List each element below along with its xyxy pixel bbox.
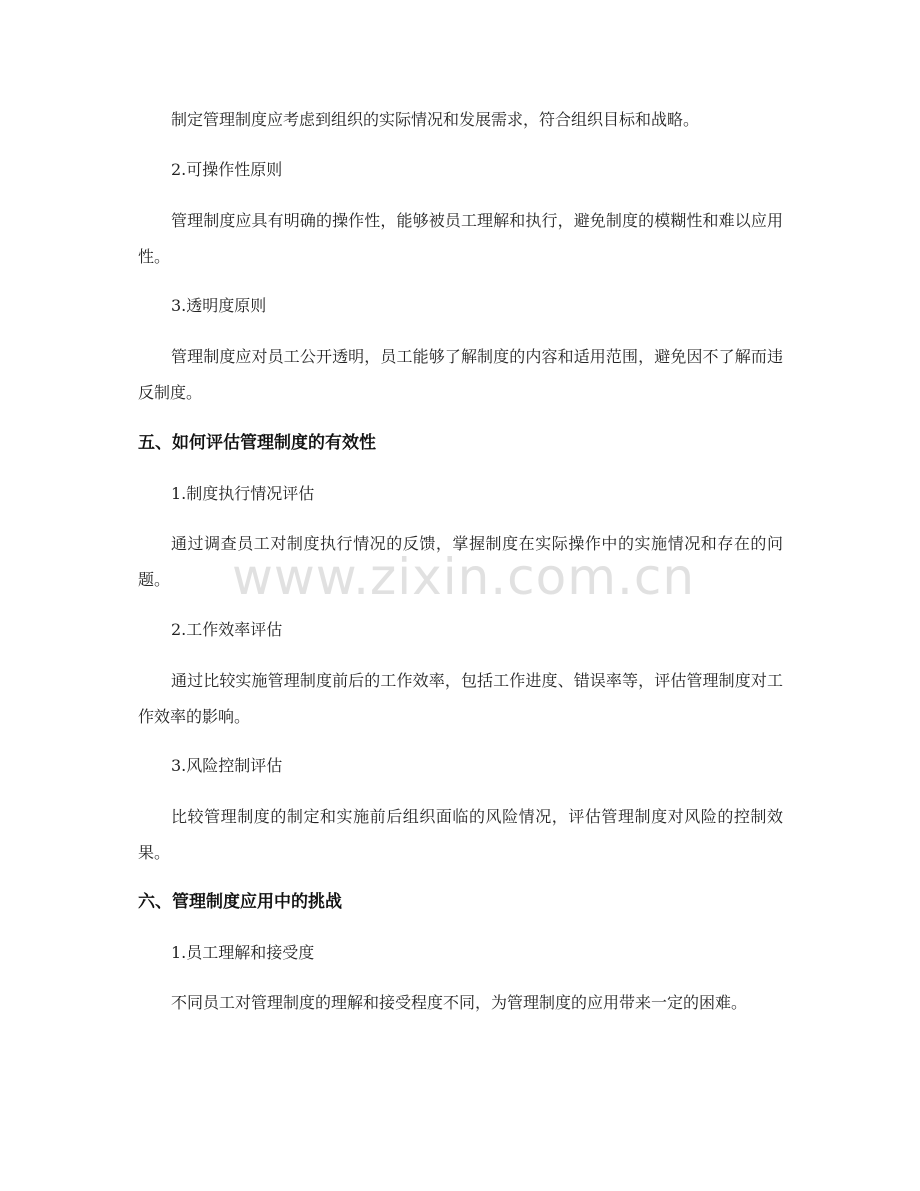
paragraph: 制定管理制度应考虑到组织的实际情况和发展需求，符合组织目标和战略。 <box>171 110 700 129</box>
paragraph: 通过比较实施管理制度前后的工作效率，包括工作进度、错误率等，评估管理制度对工作效率的影响。 <box>138 671 783 726</box>
subheading: 3.透明度原则 <box>171 296 267 315</box>
subheading: 1.员工理解和接受度 <box>171 943 315 962</box>
paragraph: 管理制度应对员工公开透明，员工能够了解制度的内容和适用范围，避免因不了解而违反制度。 <box>138 347 783 402</box>
section-heading: 六、管理制度应用中的挑战 <box>138 892 342 912</box>
paragraph: 比较管理制度的制定和实施前后组织面临的风险情况，评估管理制度对风险的控制效果。 <box>138 807 783 862</box>
paragraph: 通过调查员工对制度执行情况的反馈，掌握制度在实际操作中的实施情况和存在的问题。 <box>138 534 783 589</box>
subheading: 2.工作效率评估 <box>171 620 283 639</box>
paragraph: 不同员工对管理制度的理解和接受程度不同，为管理制度的应用带来一定的困难。 <box>171 993 748 1012</box>
paragraph: 管理制度应具有明确的操作性，能够被员工理解和执行，避免制度的模糊性和难以应用性。 <box>138 211 783 266</box>
section-heading: 五、如何评估管理制度的有效性 <box>138 433 376 453</box>
watermark: www.zixin.com.cn <box>232 548 696 606</box>
subheading: 1.制度执行情况评估 <box>171 484 315 503</box>
subheading: 2.可操作性原则 <box>171 160 283 179</box>
subheading: 3.风险控制评估 <box>171 756 283 775</box>
